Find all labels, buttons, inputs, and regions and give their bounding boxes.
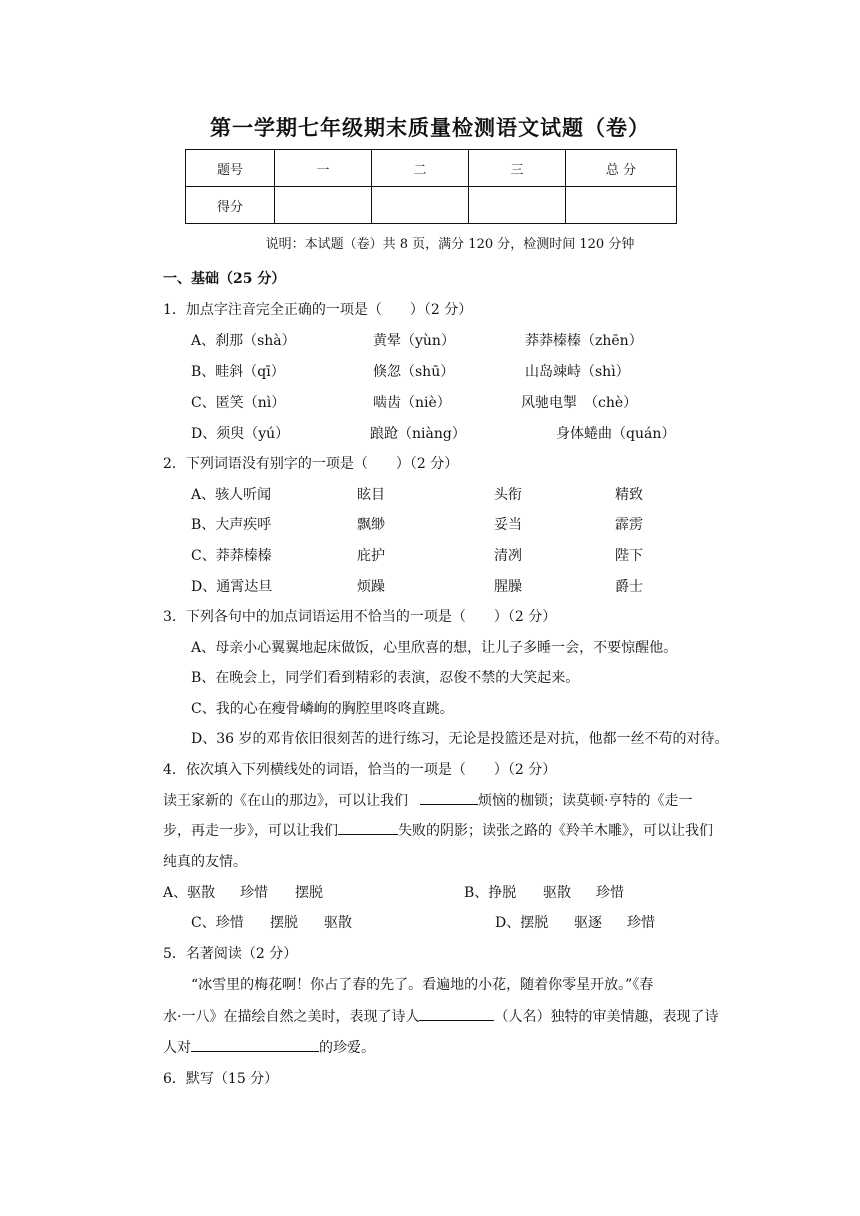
question-stem: 2．下列词语没有别字的一项是（ ）（2 分） [163, 456, 459, 472]
table-cell: 二 [372, 150, 469, 187]
option-text: 飘缈 [357, 517, 385, 533]
option-text: C、珍惜 [191, 915, 244, 931]
option-text: 风驰电掣 （chè） [521, 395, 638, 411]
passage-text: 烦恼的枷锁；读莫顿·亨特的《走一 [478, 793, 693, 809]
table-row [186, 150, 677, 187]
option-text: 驱逐 [574, 915, 602, 931]
option-text: 驱散 [543, 885, 571, 901]
passage-text: （人名）独特的审美情趣，表现了诗 [494, 1009, 719, 1025]
option-text: A、母亲小心翼翼地起床做饭，心里欣喜的想，让儿子多睡一会，不要惊醒他。 [191, 640, 678, 656]
passage-text: 失败的阴影；读张之路的《羚羊木雕》，可以让我们 [398, 823, 713, 839]
passage-text: 读王家新的《在山的那边》，可以让我们 [163, 793, 408, 809]
table-cell: 得分 [186, 187, 275, 224]
score-cell[interactable] [372, 187, 469, 224]
question-passage [163, 820, 713, 840]
option-text: 山岛竦峙（shì） [525, 364, 630, 380]
option-text: C、莽莽榛榛 [191, 548, 272, 564]
table-cell: 三 [469, 150, 566, 187]
option-text: 黄晕（yùn） [373, 333, 455, 349]
table-row [186, 187, 677, 224]
option-text: 莽莽榛榛（zhēn） [525, 333, 643, 349]
option-text: D、通霄达旦 [191, 579, 273, 595]
table-cell: 一 [275, 150, 372, 187]
answer-blank[interactable] [419, 1006, 494, 1021]
answer-blank[interactable] [191, 1037, 319, 1052]
answer-blank[interactable] [338, 820, 398, 835]
option-text: 眩目 [357, 487, 385, 503]
passage-text: “冰雪里的梅花啊！你占了春的先了。看遍地的小花，随着你零星开放。”《春 [191, 977, 654, 993]
option-text: D、摆脱 [495, 915, 549, 931]
table-cell: 题号 [186, 150, 275, 187]
option-text: 啮齿（niè） [373, 395, 451, 411]
passage-text: 人对 [163, 1040, 191, 1056]
option-text: B、在晚会上，同学们看到精彩的表演，忍俊不禁的大笑起来。 [191, 670, 580, 686]
score-cell[interactable] [566, 187, 677, 224]
question-stem: 3．下列各句中的加点词语运用不恰当的一项是（ ）（2 分） [163, 609, 557, 625]
option-text: 珍惜 [596, 885, 624, 901]
option-text: 摆脱 [270, 915, 298, 931]
option-text: 头衔 [494, 487, 522, 503]
option-text: 倏忽（shū） [373, 364, 455, 380]
table-cell: 总 分 [566, 150, 677, 187]
option-text: 清冽 [494, 548, 522, 564]
option-text: 爵士 [615, 579, 643, 595]
option-text: C、匿笑（nì） [191, 395, 286, 411]
option-text: 烦躁 [357, 579, 385, 595]
option-text: 霹雳 [615, 517, 643, 533]
option-text: D、36 岁的邓肯依旧很刻苦的进行练习，无论是投篮还是对抗，他都一丝不苟的对待。 [191, 731, 729, 747]
option-text: 珍惜 [627, 915, 655, 931]
option-text: A、骇人听闻 [191, 487, 272, 503]
passage-text: 的珍爱。 [319, 1040, 375, 1056]
option-text: 摆脱 [295, 885, 323, 901]
option-text: B、挣脱 [464, 885, 517, 901]
answer-blank[interactable] [420, 790, 478, 805]
option-text: 陛下 [615, 548, 643, 564]
question-passage [163, 1037, 375, 1057]
question-stem: 5．名著阅读（2 分） [163, 946, 298, 962]
score-cell[interactable] [469, 187, 566, 224]
question-stem: 1．加点字注音完全正确的一项是（ ）（2 分） [163, 302, 473, 318]
score-table [185, 149, 677, 224]
question-passage [163, 790, 692, 810]
option-text: B、畦斜（qī） [191, 364, 285, 380]
passage-text: 纯真的友情。 [163, 854, 247, 870]
option-text: 踉跄（niàng） [370, 426, 466, 442]
option-text: A、刹那（shà） [191, 333, 296, 349]
section-heading: 一、基础（25 分） [163, 271, 286, 287]
passage-text: 步，再走一步》，可以让我们 [163, 823, 338, 839]
passage-text: 水·一八》在描绘自然之美时，表现了诗人 [163, 1009, 420, 1025]
question-passage [163, 1006, 718, 1026]
option-text: 身体蜷曲（quán） [556, 426, 676, 442]
option-text: 精致 [615, 487, 643, 503]
option-text: C、我的心在瘦骨嶙峋的胸腔里咚咚直跳。 [191, 701, 454, 717]
question-stem: 6．默写（15 分） [163, 1071, 279, 1087]
option-text: 珍惜 [240, 885, 268, 901]
option-text: 妥当 [494, 517, 522, 533]
option-text: D、须臾（yú） [191, 426, 290, 442]
exam-note: 说明：本试题（卷）共 8 页，满分 120 分，检测时间 120 分钟 [265, 237, 635, 252]
option-text: 腥臊 [494, 579, 522, 595]
option-text: A、驱散 [163, 885, 216, 901]
score-cell[interactable] [275, 187, 372, 224]
page-title: 第一学期七年级期末质量检测语文试题（卷） [210, 115, 650, 140]
option-text: B、大声疾呼 [191, 517, 272, 533]
question-stem: 4．依次填入下列横线处的词语，恰当的一项是（ ）（2 分） [163, 762, 557, 778]
option-text: 庇护 [357, 548, 385, 564]
option-text: 驱散 [324, 915, 352, 931]
